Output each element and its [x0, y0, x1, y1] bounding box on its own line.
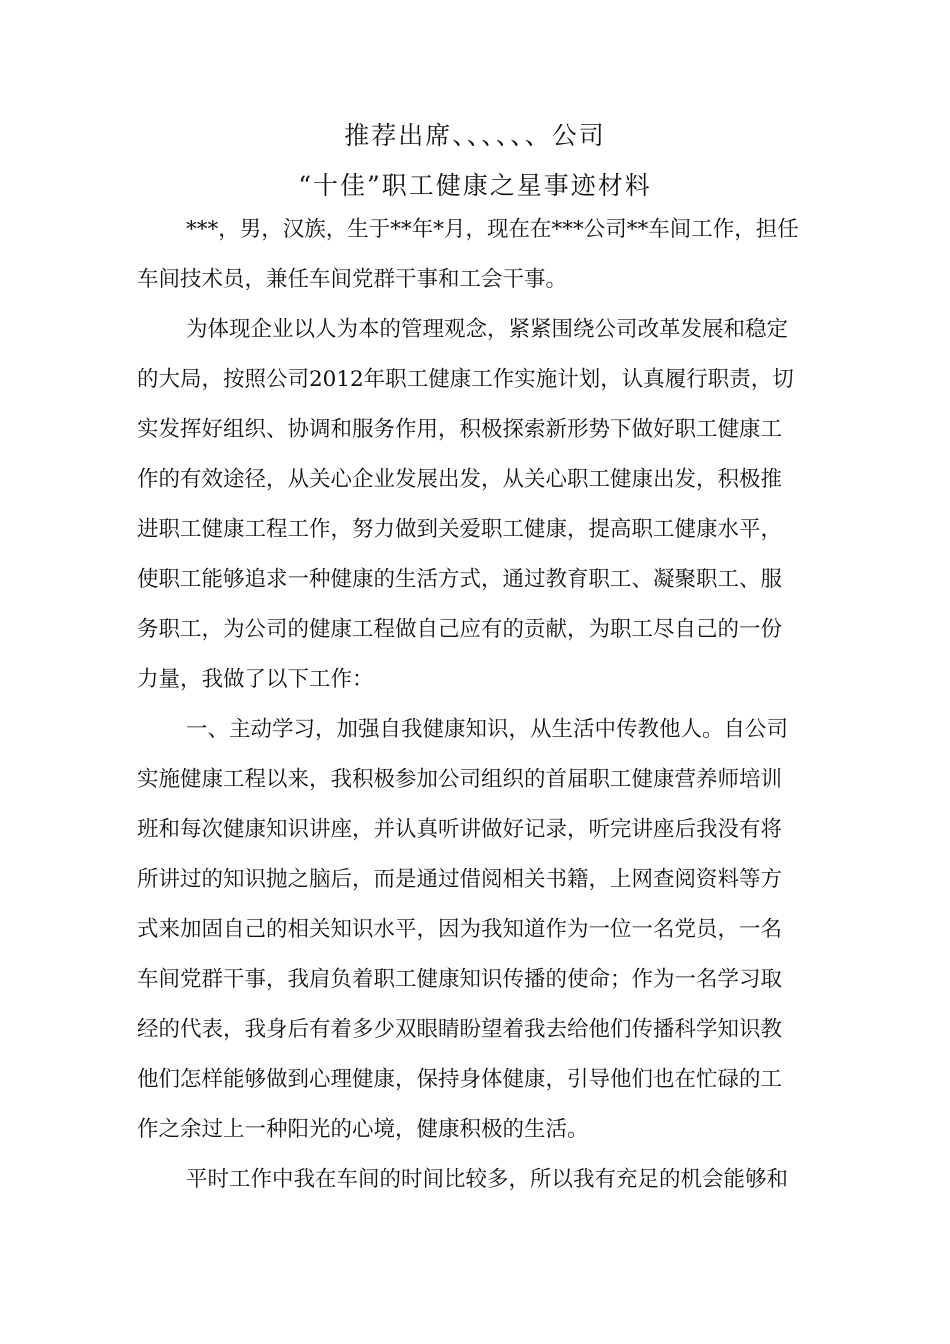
- paragraph-line: 所讲过的知识抛之脑后，而是通过借阅相关书籍，上网查阅资料等方: [137, 867, 783, 892]
- title-line-2: “十佳”职工健康之星事迹材料: [298, 171, 652, 200]
- paragraph-line: 进职工健康工程工作，努力做到关爱职工健康，提高职工健康水平，: [137, 517, 783, 542]
- paragraph-line: 经的代表，我身后有着多少双眼睛盼望着我去给他们传播科学知识教: [137, 1017, 783, 1042]
- paragraph-line: 的大局，按照公司2012年职工健康工作实施计划，认真履行职责，切: [137, 367, 794, 392]
- paragraph-line: 车间党群干事，我肩负着职工健康知识传播的使命；作为一名学习取: [137, 967, 783, 992]
- paragraph-line: 实施健康工程以来，我积极参加公司组织的首届职工健康营养师培训: [137, 767, 783, 792]
- paragraph-line: 力量，我做了以下工作：: [137, 667, 374, 692]
- paragraph-line: 班和每次健康知识讲座，并认真听讲做好记录，听完讲座后我没有将: [137, 817, 783, 842]
- paragraph-line: 为体现企业以人为本的管理观念，紧紧围绕公司改革发展和稳定: [186, 317, 789, 342]
- paragraph-line: 他们怎样能够做到心理健康，保持身体健康，引导他们也在忙碌的工: [137, 1067, 783, 1092]
- paragraph-line: 使职工能够追求一种健康的生活方式，通过教育职工、凝聚职工、服: [137, 567, 783, 592]
- paragraph-line: 式来加固自己的相关知识水平，因为我知道作为一位一名党员，一名: [137, 917, 783, 942]
- paragraph-line: 实发挥好组织、协调和服务作用，积极探索新形势下做好职工健康工: [137, 417, 783, 442]
- paragraph-line: 务职工，为公司的健康工程做自己应有的贡献，为职工尽自己的一份: [137, 617, 783, 642]
- paragraph-line: 平时工作中我在车间的时间比较多，所以我有充足的机会能够和: [186, 1167, 789, 1192]
- paragraph-line: 作之余过上一种阳光的心境，健康积极的生活。: [137, 1117, 589, 1142]
- paragraph-line: 作的有效途径，从关心企业发展出发，从关心职工健康出发，积极推: [137, 467, 783, 492]
- paragraph-line: 车间技术员，兼任车间党群干事和工会干事。: [137, 267, 568, 292]
- paragraph-line: 一、主动学习，加强自我健康知识，从生活中传教他人。自公司: [186, 717, 789, 742]
- paragraph-line: ***，男，汉族，生于**年*月，现在在***公司**车间工作，担任: [186, 217, 799, 242]
- title-line-1: 推荐出席、、、、、、公司: [344, 121, 606, 150]
